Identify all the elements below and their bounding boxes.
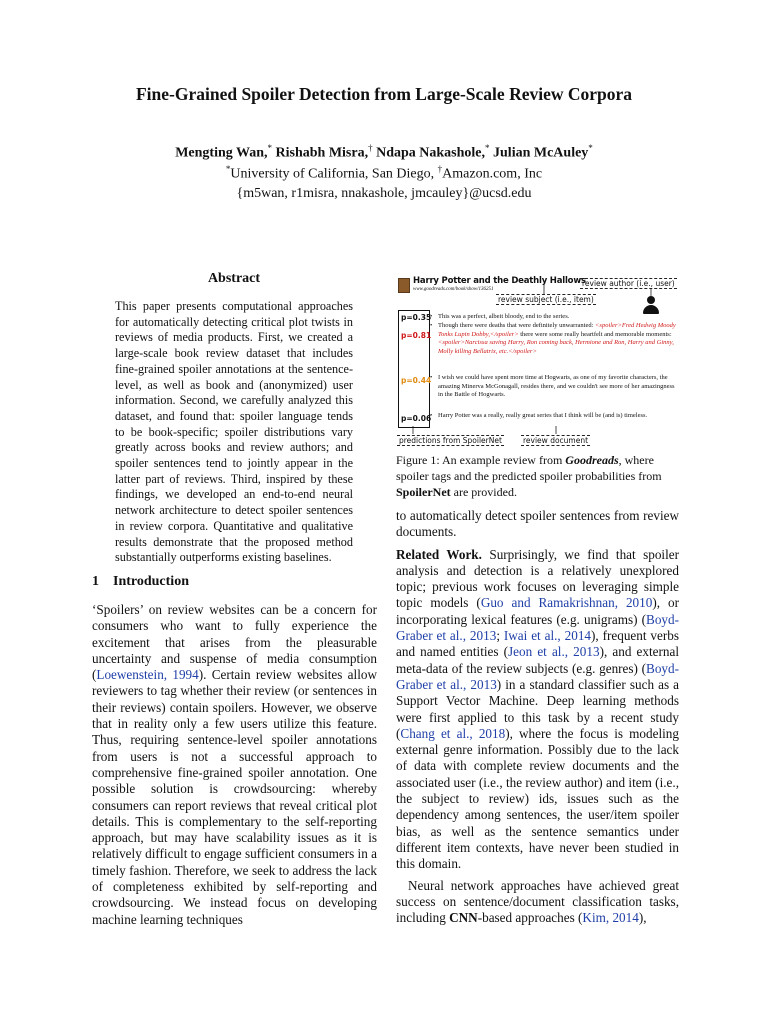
review-sentence-1: • This was a perfect, albeit bloody, end to the series. bbox=[430, 313, 678, 322]
paragraph-heading: Related Work. bbox=[396, 546, 482, 562]
citation-link[interactable]: Boyd-Graber et al., 2013 bbox=[396, 611, 679, 644]
citation-link[interactable]: Loewenstein, 1994 bbox=[96, 667, 199, 683]
review-sentence-3: • I wish we could have spent more time at Hogwarts, as one of my favorite characters, the amazing Minerva McGonagall, resides there, and we couldn't see more of her amazingness in the Battle of Hogwarts. bbox=[430, 374, 678, 400]
right-column-text bbox=[396, 508, 679, 926]
neural-network-paragraph bbox=[396, 878, 679, 927]
citation-link[interactable]: Iwai et al., 2014 bbox=[503, 628, 592, 644]
section-heading-introduction bbox=[92, 574, 189, 590]
citation-link[interactable]: Chang et al., 2018 bbox=[400, 725, 506, 741]
introduction-text bbox=[92, 602, 377, 928]
author-list bbox=[0, 143, 768, 162]
prob-label-2: p=0.81 bbox=[401, 331, 432, 340]
review-sentence-2 bbox=[430, 322, 678, 356]
affil-mark: † bbox=[437, 164, 443, 174]
review-author-label: review author (i.e., user) bbox=[582, 279, 675, 288]
section-number: 1 bbox=[92, 574, 99, 589]
review-subject-label: review subject (i.e., item) bbox=[498, 295, 594, 304]
text-run: ), where the focus is modeling external genre information. Possibly due to the lack of data with complete review documents and the associated user (i.e., the review author) and item (i.e., the subject to review) ids, issues such as the dependency among sentences, the user/item spoiler bias, as well as the sentence semantics under different item contexts, have never been studied in this domain. bbox=[396, 725, 679, 872]
prediction-column bbox=[398, 310, 430, 428]
prob-label-4: p=0.06 bbox=[401, 414, 432, 423]
author-name: Ndapa Nakashole, bbox=[372, 145, 486, 161]
text-run: CNN bbox=[449, 910, 478, 926]
text-run: Though there were deaths that were definitely unwarranted: bbox=[438, 322, 594, 329]
text-run: ), and external meta-data of the review subjects (e.g. genres) ( bbox=[396, 644, 679, 676]
text-run: ) in a standard classifier such as a Support Vector Machine. Deep learning methods were first applied to this task by a recent study ( bbox=[396, 676, 679, 741]
prob-label-3: p=0.44 bbox=[401, 376, 432, 385]
citation-link[interactable]: Jeon et al., 2013 bbox=[508, 644, 600, 660]
figure-1 bbox=[396, 272, 680, 452]
author-mark: † bbox=[368, 143, 373, 153]
review-document-label: review document bbox=[523, 436, 589, 445]
predictions-label: predictions from SpoilerNet bbox=[399, 436, 502, 445]
text-run: ; bbox=[496, 628, 504, 644]
author-name: Rishabh Misra, bbox=[272, 145, 369, 161]
abstract-paragraph: This paper presents computational approaches for automatically detecting critical plot twists in reviews of media products. First, we created a large-scale book review dataset that includes fine-grained spoiler annotations at the sentence-level, as well as book and (anonymized) user information. Second, we carefully analyzed this dataset, and found that: spoiler language tends to be book-specific; spoiler distributions vary greatly across books and review authors; and spoiler sentences tend to jointly appear in the latter part of reviews. Third, inspired by these findings, we developed an end-to-end neural network architecture to detect spoiler sentences in review corpora. Quantitative and qualitative results demonstrate that the proposed method substantially outperforms existing baselines. bbox=[115, 299, 353, 565]
abstract-heading: Abstract bbox=[207, 271, 261, 286]
text-run: Figure 1: An example review from bbox=[396, 453, 566, 467]
text-run: Neural network approaches have achieved great success on sentence/document classification tasks, including bbox=[396, 877, 679, 926]
text-run: are provided. bbox=[450, 485, 517, 499]
text-run: -based approaches ( bbox=[477, 910, 583, 926]
figure-book-title: Harry Potter and the Deathly Hallows bbox=[413, 276, 586, 286]
paper-title: Fine-Grained Spoiler Detection from Large-Scale Review Corpora bbox=[135, 84, 633, 104]
abstract-text bbox=[115, 299, 353, 566]
affil-ucsd: University of California, San Diego, bbox=[230, 166, 438, 182]
author-name: Julian McAuley bbox=[489, 145, 589, 161]
author-mark: * bbox=[588, 143, 593, 153]
review-sentence-4: • Harry Potter was a really, really great series that I think will be (and is) timeless. bbox=[430, 412, 678, 421]
text-run: Surprisingly, we find that spoiler analysis and detection is a relatively unexplored topic; previous work focuses on leveraging simple topic models ( bbox=[396, 546, 679, 611]
text-run: there were some really heartfelt and memorable moments: bbox=[518, 330, 672, 338]
email-line: {m5wan, r1misra, nnakashole, jmcauley}@ucsd.edu bbox=[236, 185, 532, 201]
user-icon bbox=[643, 296, 659, 314]
author-name: Mengting Wan, bbox=[175, 145, 268, 161]
affil-mark: * bbox=[225, 164, 231, 174]
author-mark: * bbox=[267, 143, 273, 153]
text-run: Goodreads bbox=[565, 453, 619, 467]
text-run: ), bbox=[638, 910, 647, 926]
affil-amazon: Amazon.com, Inc bbox=[442, 166, 543, 182]
intro-paragraph bbox=[92, 602, 377, 928]
spoiler-tag: <spoiler>Fred Hedwig Moody Tonks Lupin Dobby,</spoiler> bbox=[438, 322, 676, 338]
text-run: SpoilerNet bbox=[396, 485, 451, 499]
author-mark: * bbox=[485, 143, 490, 153]
citation-link[interactable]: Boyd-Graber et al., 2013 bbox=[396, 660, 679, 692]
text-run: , where spoiler tags and the predicted spoiler probabilities from bbox=[396, 453, 662, 483]
text-run: ), or incorporating lexical features (e.g. unigrams) ( bbox=[396, 595, 679, 627]
text-run: ), frequent verbs and named entities ( bbox=[396, 628, 679, 660]
affiliations bbox=[0, 160, 768, 203]
spoiler-tag: <spoiler>Narcissa saving Harry, Ron coming back, Hermione and Ron, Harry and Ginny, Molly killing Bellatrix, etc.</spoiler> bbox=[438, 339, 674, 355]
text-run: ‘Spoilers’ on review websites can be a concern for consumers who want to fully experience the excitement that arises from the pleasurable uncertainty and suspense of media consumption ( bbox=[92, 602, 377, 683]
affiliation-line bbox=[0, 160, 768, 184]
citation-link[interactable]: Guo and Ramakrishnan, 2010 bbox=[480, 595, 653, 611]
related-work-paragraph bbox=[396, 547, 679, 873]
figure-caption bbox=[396, 452, 679, 500]
figure-book-url: www.goodreads.com/book/show/136251 bbox=[413, 287, 494, 292]
prob-label-1: p=0.35 bbox=[401, 313, 432, 322]
citation-link[interactable]: Kim, 2014 bbox=[582, 910, 639, 926]
figure-connectors bbox=[396, 272, 680, 452]
continuation-paragraph: to automatically detect spoiler sentences from review documents. bbox=[396, 508, 679, 540]
text-run: ). Certain review websites allow reviewers to tag whether their review (or sentences in their reviews) contain spoilers. However, we observe that in reality only a few users utilize this feature. Thus, requiring sentence-level spoiler annotations from users is not a successful approach to comprehensive fine-grained spoiler annotation. One possible solution is crowdsourcing: whereby consumers can report reviews that reveal critical plot details. This is complementary to the self-reporting approach, but may have scalability issues as it is relatively difficult to engage sufficient consumers in a timely fashion. Therefore, we seek to address the lack of completeness exhibited by self-reporting and crowdsourcing. We instead focus on developing machine learning techniques bbox=[92, 667, 377, 927]
section-title: Introduction bbox=[113, 574, 189, 589]
